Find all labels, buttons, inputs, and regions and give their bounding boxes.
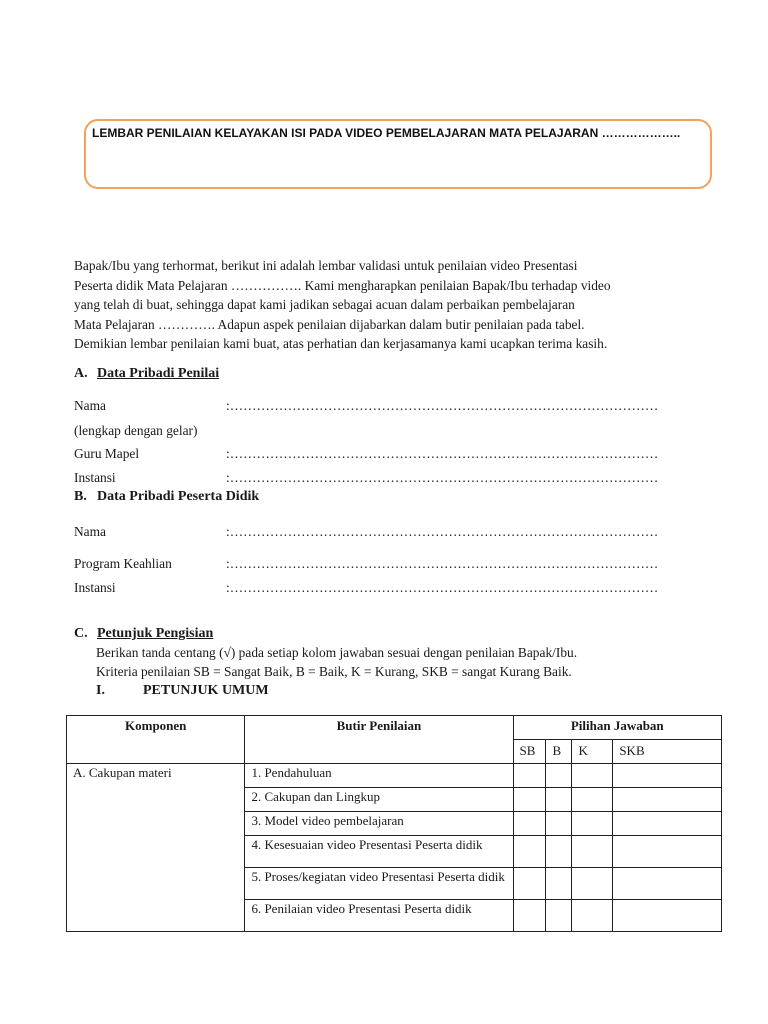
field-row-program-keahlian: [74, 556, 659, 572]
subsection-label: PETUNJUK UMUM: [143, 683, 269, 698]
answer-cell-b[interactable]: [546, 868, 572, 900]
field-label: Nama: [74, 524, 106, 539]
butir-cell: [245, 868, 513, 900]
field-label: Instansi: [74, 580, 116, 595]
intro-line: yang telah di buat, sehingga dapat kami jadikan sebagai acuan dalam perbaikan pembelajaran: [74, 297, 575, 313]
criteria-line: Kriteria penilaian SB = Sangat Baik, B = Baik, K = Kurang, SKB = sangat Kurang Baik.: [96, 664, 572, 679]
field-row-nama-penilai: [74, 398, 659, 414]
field-dots[interactable]: :……………………………………………………………………………………: [226, 556, 659, 571]
answer-cell-k[interactable]: [572, 812, 613, 836]
section-a-heading: [74, 366, 219, 382]
answer-cell-skb[interactable]: [613, 900, 722, 932]
assessment-table: [66, 715, 722, 932]
field-label: Guru Mapel: [74, 446, 140, 461]
intro-line: Bapak/Ibu yang terhormat, berikut ini adalah lembar validasi untuk penilaian video Presentasi: [74, 258, 578, 273]
butir-cell: [245, 788, 513, 812]
answer-cell-skb[interactable]: [613, 836, 722, 868]
header-butir: Butir Penilaian: [245, 716, 513, 764]
section-label: Data Pribadi Penilai: [97, 366, 220, 381]
field-dots[interactable]: :……………………………………………………………………………………: [226, 398, 659, 413]
answer-cell-k[interactable]: [572, 868, 613, 900]
answer-cell-k[interactable]: [572, 788, 613, 812]
answer-cell-sb[interactable]: [513, 868, 546, 900]
field-label: (lengkap dengan gelar): [74, 423, 198, 438]
butir-label: 6. Penilaian video Presentasi Peserta didik: [251, 901, 472, 916]
header-b: B: [546, 740, 572, 764]
answer-cell-sb[interactable]: [513, 812, 546, 836]
header-komponen: Komponen: [67, 716, 245, 764]
butir-label: 4. Kesesuaian video Presentasi Peserta didik: [251, 837, 483, 852]
intro-line: Demikian lembar penilaian kami buat, atas perhatian dan kerjasamanya kami ucapkan terima kasih.: [74, 336, 608, 352]
field-row-nama-peserta: [74, 524, 659, 540]
butir-label: 2. Cakupan dan Lingkup: [251, 789, 380, 804]
section-label: Data Pribadi Peserta Didik: [97, 489, 260, 504]
answer-cell-skb[interactable]: [613, 788, 722, 812]
intro-paragraph: [74, 256, 694, 354]
butir-label: 5. Proses/kegiatan video Presentasi Peserta didik: [251, 869, 505, 884]
answer-cell-k[interactable]: [572, 764, 613, 788]
field-dots[interactable]: :……………………………………………………………………………………: [226, 580, 659, 595]
butir-cell: [245, 812, 513, 836]
komponen-label: A. Cakupan materi: [73, 765, 172, 780]
butir-label: 1. Pendahuluan: [251, 765, 332, 780]
field-label: Program Keahlian: [74, 556, 172, 571]
butir-cell: [245, 764, 513, 788]
section-c-heading: [74, 626, 213, 642]
answer-cell-skb[interactable]: [613, 764, 722, 788]
komponen-cell: [67, 764, 245, 932]
butir-cell: [245, 836, 513, 868]
answer-cell-b[interactable]: [546, 812, 572, 836]
section-letter: A.: [74, 366, 88, 381]
field-row-instansi-peserta: [74, 580, 659, 596]
field-dots[interactable]: :……………………………………………………………………………………: [226, 446, 659, 461]
field-label: Instansi: [74, 470, 116, 485]
answer-cell-b[interactable]: [546, 764, 572, 788]
field-row-guru-mapel: [74, 446, 659, 462]
answer-cell-sb[interactable]: [513, 836, 546, 868]
intro-line: Peserta didik Mata Pelajaran ……………. Kami mengharapkan penilaian Bapak/Ibu terhadap video: [74, 277, 611, 293]
field-row-instansi-penilai: [74, 470, 659, 486]
field-note-gelar: [74, 423, 197, 439]
answer-cell-b[interactable]: [546, 836, 572, 868]
field-label: Nama: [74, 398, 106, 413]
instruction-line: Berikan tanda centang (√) pada setiap kolom jawaban sesuai dengan penilaian Bapak/Ibu.: [96, 645, 578, 660]
answer-cell-k[interactable]: [572, 836, 613, 868]
header-skb: SKB: [613, 740, 722, 764]
subsection-number: I.: [96, 683, 105, 698]
answer-cell-k[interactable]: [572, 900, 613, 932]
header-pilihan: Pilihan Jawaban: [513, 716, 722, 740]
answer-cell-sb[interactable]: [513, 788, 546, 812]
butir-cell: [245, 900, 513, 932]
header-k: K: [572, 740, 613, 764]
table-row: [67, 764, 722, 788]
answer-cell-sb[interactable]: [513, 900, 546, 932]
field-dots[interactable]: :……………………………………………………………………………………: [226, 470, 659, 485]
answer-cell-skb[interactable]: [613, 812, 722, 836]
butir-label: 3. Model video pembelajaran: [251, 813, 404, 828]
section-b-heading: [74, 489, 259, 505]
answer-cell-b[interactable]: [546, 788, 572, 812]
answer-cell-skb[interactable]: [613, 868, 722, 900]
title-box: [84, 119, 712, 189]
section-letter: C.: [74, 626, 88, 641]
field-dots[interactable]: :……………………………………………………………………………………: [226, 524, 659, 539]
answer-cell-sb[interactable]: [513, 764, 546, 788]
header-sb: SB: [513, 740, 546, 764]
section-letter: B.: [74, 489, 87, 504]
document-title: LEMBAR PENILAIAN KELAYAKAN ISI PADA VIDEO PEMBELAJARAN MATA PELAJARAN ………………..: [92, 126, 681, 140]
subsection-heading: [96, 683, 269, 699]
answer-cell-b[interactable]: [546, 900, 572, 932]
intro-line: Mata Pelajaran …………. Adapun aspek penilaian dijabarkan dalam butir penilaian pada tabel.: [74, 316, 585, 332]
table-header-row: [67, 716, 722, 740]
section-label: Petunjuk Pengisian: [97, 626, 214, 641]
